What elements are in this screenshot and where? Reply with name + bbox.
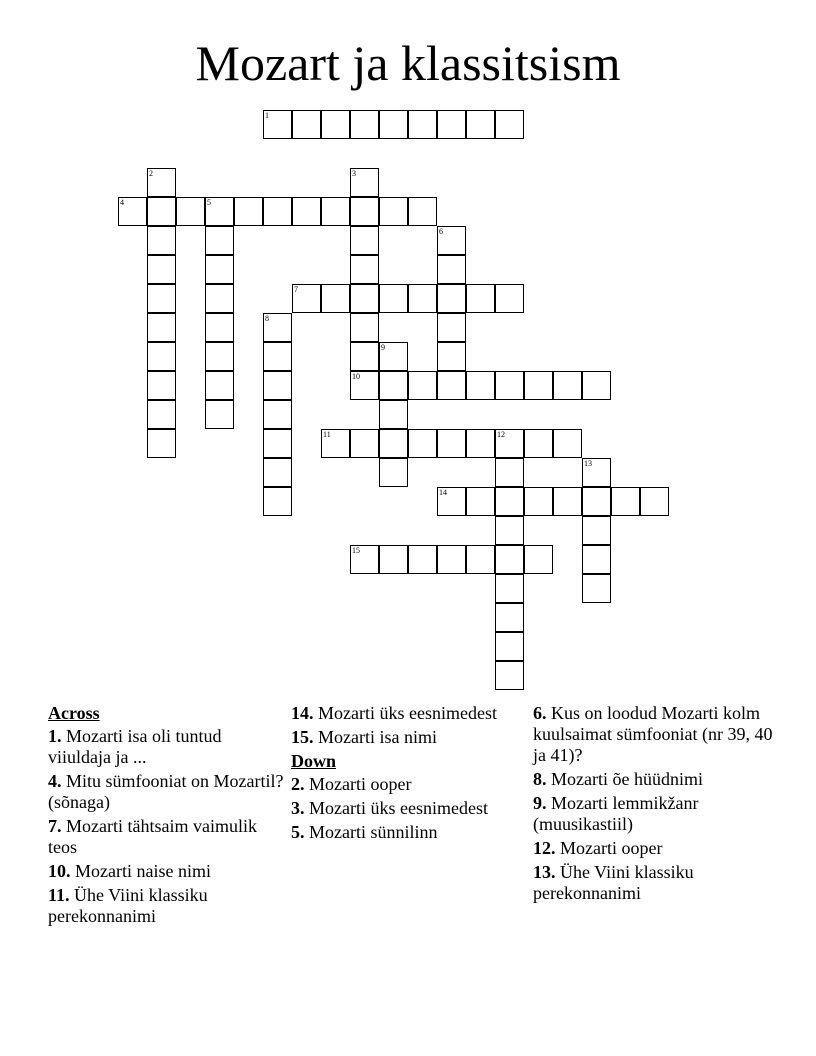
grid-cell[interactable] [147, 342, 176, 371]
grid-cell[interactable] [350, 429, 379, 458]
clue-down-8 [533, 769, 773, 790]
clue-number: 14. [291, 703, 314, 723]
page-title: Mozart ja klassitsism [195, 35, 621, 91]
clue-text: Mozarti lemmikžanr (muusikastiil) [533, 793, 699, 834]
clue-down-9 [533, 793, 773, 835]
grid-cell[interactable] [437, 226, 466, 255]
clue-text: Mozarti õe hüüdnimi [551, 769, 703, 789]
across-heading: Across [48, 703, 100, 723]
grid-cell[interactable] [176, 197, 205, 226]
grid-cell[interactable] [466, 110, 495, 139]
down-heading: Down [291, 751, 337, 771]
grid-cell[interactable] [263, 197, 292, 226]
grid-cell[interactable] [350, 284, 379, 313]
clue-text: Mitu sümfooniat on Mozartil? (sõnaga) [48, 771, 284, 812]
grid-cell[interactable] [292, 110, 321, 139]
clues-column-1 [48, 703, 288, 930]
grid-cell[interactable] [263, 429, 292, 458]
grid-cell[interactable] [263, 371, 292, 400]
grid-cell[interactable] [524, 545, 553, 574]
grid-cell[interactable] [147, 168, 176, 197]
grid-cell[interactable] [379, 400, 408, 429]
grid-cell[interactable] [495, 110, 524, 139]
grid-cell[interactable] [495, 632, 524, 661]
clues-column-2 [291, 703, 531, 846]
clue-text: Mozarti ooper [560, 838, 663, 858]
grid-cell[interactable] [553, 371, 582, 400]
clue-text: Mozarti tähtsaim vaimulik teos [48, 816, 257, 857]
grid-cell[interactable] [466, 429, 495, 458]
grid-cell[interactable] [205, 371, 234, 400]
grid-cell[interactable] [495, 545, 524, 574]
clue-text: Kus on loodud Mozarti kolm kuulsaimat sümfooniat (nr 39, 40 ja 41)? [533, 703, 773, 765]
clue-text: Mozarti ooper [309, 774, 412, 794]
grid-cell[interactable] [321, 429, 350, 458]
clue-across-15 [291, 727, 531, 748]
clue-text: Mozarti üks eesnimedest [309, 798, 488, 818]
cell-number: 11 [323, 430, 331, 439]
grid-cell[interactable] [379, 342, 408, 371]
grid-cell[interactable] [321, 110, 350, 139]
grid-cell[interactable] [350, 545, 379, 574]
clue-number: 3. [291, 798, 305, 818]
grid-cell[interactable] [437, 371, 466, 400]
grid-cell[interactable] [350, 226, 379, 255]
grid-cell[interactable] [553, 429, 582, 458]
grid-cell[interactable] [408, 429, 437, 458]
grid-cell[interactable] [292, 197, 321, 226]
clue-text: Mozarti üks eesnimedest [318, 703, 497, 723]
clue-number: 8. [533, 769, 547, 789]
grid-cell[interactable] [379, 429, 408, 458]
cell-number: 5 [207, 198, 211, 207]
clue-number: 5. [291, 822, 305, 842]
cell-number: 9 [381, 343, 385, 352]
cell-number: 12 [497, 430, 505, 439]
clue-across-7 [48, 816, 288, 858]
grid-cell[interactable] [408, 545, 437, 574]
clue-across-1 [48, 726, 288, 768]
cell-number: 10 [352, 372, 360, 381]
clue-text: Mozarti naise nimi [75, 861, 211, 881]
grid-cell[interactable] [350, 197, 379, 226]
grid-cell[interactable] [495, 371, 524, 400]
grid-cell[interactable] [582, 545, 611, 574]
grid-cell[interactable] [466, 284, 495, 313]
grid-cell[interactable] [582, 516, 611, 545]
grid-cell[interactable] [408, 110, 437, 139]
grid-cell[interactable] [495, 284, 524, 313]
clue-number: 9. [533, 793, 547, 813]
clues-column-3 [533, 703, 773, 907]
clue-across-11 [48, 885, 288, 927]
grid-cell[interactable] [147, 400, 176, 429]
grid-cell[interactable] [147, 429, 176, 458]
grid-cell[interactable] [437, 313, 466, 342]
grid-cell[interactable] [582, 371, 611, 400]
grid-cell[interactable] [495, 458, 524, 487]
grid-cell[interactable] [350, 342, 379, 371]
grid-cell[interactable] [495, 603, 524, 632]
grid-cell[interactable] [437, 487, 466, 516]
grid-cell[interactable] [147, 371, 176, 400]
grid-cell[interactable] [408, 197, 437, 226]
clue-number: 4. [48, 771, 62, 791]
clue-across-10 [48, 861, 288, 882]
grid-cell[interactable] [437, 284, 466, 313]
clue-text: Mozarti isa nimi [318, 727, 437, 747]
grid-cell[interactable] [582, 574, 611, 603]
clue-down-13 [533, 862, 773, 904]
grid-cell[interactable] [495, 661, 524, 690]
clue-text: Ühe Viini klassiku perekonnanimi [48, 885, 208, 926]
grid-cell[interactable] [524, 371, 553, 400]
grid-cell[interactable] [408, 371, 437, 400]
grid-cell[interactable] [437, 429, 466, 458]
cell-number: 15 [352, 546, 360, 555]
grid-cell[interactable] [495, 516, 524, 545]
clue-number: 6. [533, 703, 547, 723]
grid-cell[interactable] [350, 313, 379, 342]
grid-cell[interactable] [205, 400, 234, 429]
grid-cell[interactable] [495, 429, 524, 458]
grid-cell[interactable] [205, 255, 234, 284]
grid-cell[interactable] [379, 197, 408, 226]
grid-cell[interactable] [321, 284, 350, 313]
clue-text: Mozarti isa oli tuntud viiuldaja ja ... [48, 726, 222, 767]
clue-down-5 [291, 822, 531, 843]
cell-number: 14 [439, 488, 447, 497]
cell-number: 7 [294, 285, 298, 294]
grid-cell[interactable] [292, 284, 321, 313]
grid-cell[interactable] [263, 487, 292, 516]
grid-cell[interactable] [263, 400, 292, 429]
grid-cell[interactable] [495, 487, 524, 516]
grid-cell[interactable] [437, 110, 466, 139]
grid-cell[interactable] [524, 429, 553, 458]
grid-cell[interactable] [640, 487, 669, 516]
grid-cell[interactable] [147, 313, 176, 342]
grid-cell[interactable] [379, 371, 408, 400]
grid-cell[interactable] [350, 168, 379, 197]
grid-cell[interactable] [437, 545, 466, 574]
cell-number: 8 [265, 314, 269, 323]
grid-cell[interactable] [582, 458, 611, 487]
clue-down-12 [533, 838, 773, 859]
clue-number: 11. [48, 885, 70, 905]
grid-cell[interactable] [495, 574, 524, 603]
clue-number: 15. [291, 727, 314, 747]
cell-number: 6 [439, 227, 443, 236]
clue-down-2 [291, 774, 531, 795]
grid-cell[interactable] [321, 197, 350, 226]
clue-number: 13. [533, 862, 556, 882]
clue-down-3 [291, 798, 531, 819]
grid-cell[interactable] [379, 110, 408, 139]
grid-cell[interactable] [408, 284, 437, 313]
grid-cell[interactable] [524, 487, 553, 516]
grid-cell[interactable] [379, 284, 408, 313]
cell-number: 1 [265, 111, 269, 120]
clue-number: 1. [48, 726, 62, 746]
grid-cell[interactable] [118, 197, 147, 226]
grid-cell[interactable] [263, 313, 292, 342]
grid-cell[interactable] [582, 487, 611, 516]
clue-across-4 [48, 771, 288, 813]
grid-cell[interactable] [350, 110, 379, 139]
grid-cell[interactable] [205, 313, 234, 342]
grid-cell[interactable] [147, 226, 176, 255]
clue-text: Mozarti sünnilinn [309, 822, 438, 842]
grid-cell[interactable] [263, 342, 292, 371]
grid-cell[interactable] [437, 342, 466, 371]
grid-cell[interactable] [147, 197, 176, 226]
grid-cell[interactable] [611, 487, 640, 516]
cell-number: 3 [352, 169, 356, 178]
grid-cell[interactable] [553, 487, 582, 516]
grid-cell[interactable] [263, 458, 292, 487]
grid-cell[interactable] [466, 545, 495, 574]
grid-cell[interactable] [437, 255, 466, 284]
clue-across-14 [291, 703, 531, 724]
grid-cell[interactable] [466, 371, 495, 400]
clue-number: 2. [291, 774, 305, 794]
clue-number: 12. [533, 838, 556, 858]
cell-number: 13 [584, 459, 592, 468]
clue-number: 10. [48, 861, 71, 881]
grid-cell[interactable] [350, 255, 379, 284]
grid-cell[interactable] [205, 197, 234, 226]
grid-cell[interactable] [466, 487, 495, 516]
clue-number: 7. [48, 816, 62, 836]
grid-cell[interactable] [147, 255, 176, 284]
grid-cell[interactable] [205, 284, 234, 313]
cell-number: 2 [149, 169, 153, 178]
grid-cell[interactable] [379, 458, 408, 487]
clue-down-6 [533, 703, 773, 766]
grid-cell[interactable] [234, 197, 263, 226]
grid-cell[interactable] [205, 342, 234, 371]
grid-cell[interactable] [350, 371, 379, 400]
grid-cell[interactable] [379, 545, 408, 574]
clue-text: Ühe Viini klassiku perekonnanimi [533, 862, 694, 903]
cell-number: 4 [120, 198, 124, 207]
grid-cell[interactable] [205, 226, 234, 255]
grid-cell[interactable] [147, 284, 176, 313]
grid-cell[interactable] [263, 110, 292, 139]
